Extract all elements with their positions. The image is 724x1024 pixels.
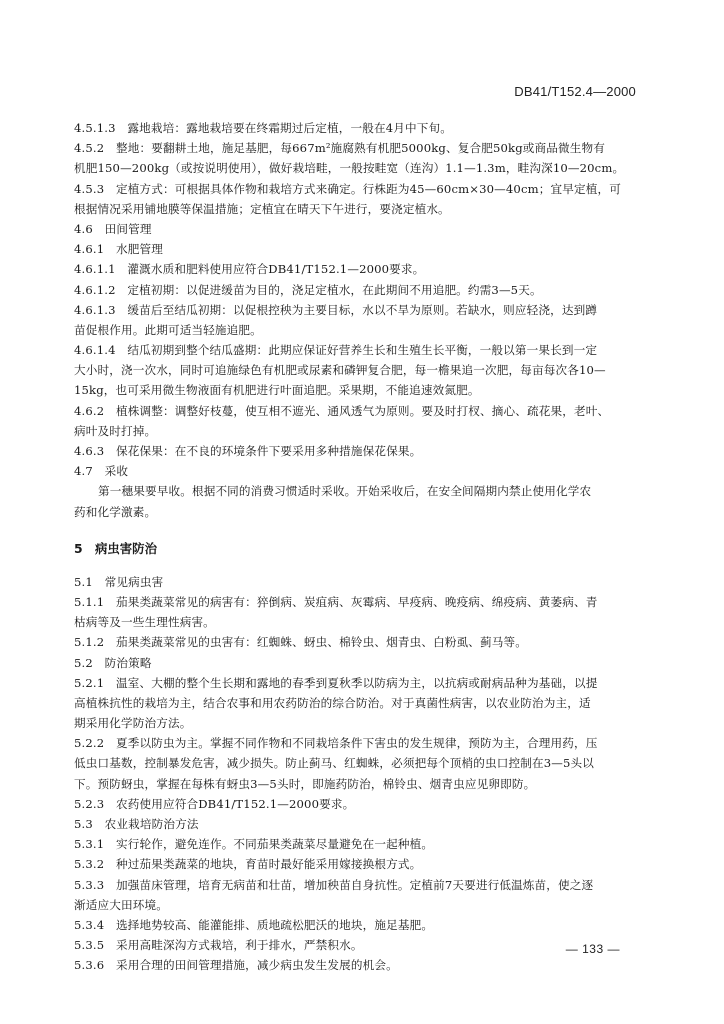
text-line: 4.6.1.1 灌溉水质和肥料使用应符合DB41/T152.1—2000要求。 [74,262,425,277]
text-line: 5.3.4 选择地势较高、能灌能排、质地疏松肥沃的地块，施足基肥。 [74,917,434,932]
text-line: 病叶及时打掉。 [74,423,157,438]
text-line: 下。预防蚜虫，掌握在每株有蚜虫3—5头时，即施药防治，棉铃虫、烟青虫应见卵即防。 [74,776,536,791]
text-line: 5.2.2 夏季以防虫为主。掌握不同作物和不同栽培条件下害虫的发生规律，预防为主，合理用药，压 [74,736,598,751]
standard-code: DB41/T152.4—2000 [514,84,636,99]
text-line: 高植株抗性的栽培为主，结合农事和用农药防治的综合防治。对于真菌性病害，以农业防治为主，适 [74,695,591,710]
text-line: 5.1.1 茄果类蔬菜常见的病害有：猝倒病、炭疽病、灰霉病、早疫病、晚疫病、绵疫病、黄萎病、青 [74,594,598,609]
document-body [74,118,640,976]
text-line: 4.6.1.2 定植初期：以促进缓苗为目的，浇足定植水，在此期间不用追肥。约需3—5天。 [74,282,542,297]
text-line: 期采用化学防治方法。 [74,716,192,731]
section-spacer [74,560,640,572]
section-spacer [74,522,640,538]
text-line: 15kg，也可采用微生物液面有机肥进行叶面追肥。采果期，不能追速效氮肥。 [74,383,480,398]
text-line: 大小时，浇一次水，同时可追施绿色有机肥或尿素和磷钾复合肥，每一檐果追一次肥，每亩每次各10— [74,363,606,378]
subsection-heading: 5.3 农业栽培防治方法 [74,817,199,831]
subsection-heading: 4.6 田间管理 [74,221,152,236]
subsection-heading: 4.6.1 水肥管理 [74,242,163,257]
text-line: 4.6.1.4 结瓜初期到整个结瓜盛期：此期应保证好营养生长和生殖生长平衡，一般以第一果长到一定 [74,343,598,358]
harvest-paragraph-line: 药和化学激素。 [74,504,157,519]
text-line: 苗促根作用。此期可适当轻施追肥。 [74,322,262,337]
subsection-heading: 4.7 采收 [74,464,129,479]
section-title: 5 病虫害防治 [74,540,157,556]
text-line: 枯病等及一些生理性病害。 [74,615,215,630]
text-line: 4.5.2 整地：要翻耕土地，施足基肥，每667m²施腐熟有机肥5000kg、复合肥50kg或商品微生物有 [74,141,605,156]
page-number: — 133 — [565,942,620,956]
text-line: 5.3.6 采用合理的田间管理措施，减少病虫发生发展的机会。 [74,958,398,973]
text-line: 5.2.3 农药使用应符合DB41/T152.1—2000要求。 [74,796,355,811]
text-line: 4.5.3 定植方式：可根据具体作物和栽培方式来确定。行株距为45—60cm×30—40cm；宜早定植，可 [74,181,621,196]
text-line: 低虫口基数，控制暴发危害，减少损失。防止蓟马、红蜘蛛，必须把每个顶梢的虫口控制在3—5头以 [74,756,595,771]
text-line: 4.6.1.3 缓苗后至结瓜初期：以促根控秧为主要目标，水以不旱为原则。若缺水，则应轻浇，达到蹲 [74,302,598,317]
text-line: 4.5.1.3 露地栽培：露地栽培要在终霜期过后定植，一般在4月中下旬。 [74,121,452,135]
text-line: 5.2.1 温室、大棚的整个生长期和露地的春季到夏秋季以防病为主，以抗病或耐病品种为基础，以提 [74,675,598,690]
subsection-heading: 5.2 防治策略 [74,655,152,670]
text-line: 5.3.5 采用高畦深沟方式栽培，利于排水，严禁积水。 [74,938,363,953]
text-line: 机肥150—200kg（或按说明使用），做好栽培畦，一般按畦宽（连沟）1.1—1.3m，畦沟深10—20cm。 [74,161,625,176]
text-line: 根据情况采用铺地膜等保温措施；定植宜在晴天下午进行，要浇定植水。 [74,201,450,216]
text-line: 5.3.1 实行轮作，避免连作。不同茄果类蔬菜尽量避免在一起种植。 [74,837,434,852]
text-line: 5.1.2 茄果类蔬菜常见的虫害有：红蜘蛛、蚜虫、棉铃虫、烟青虫、白粉虱、蓟马等。 [74,635,528,650]
text-line: 4.6.2 植株调整：调整好枝蔓，使互相不遮光、通风透气为原则。要及时打杈、摘心、疏花果，老叶、 [74,403,610,418]
text-line: 5.3.3 加强苗床管理，培育无病苗和壮苗，增加秧苗自身抗性。定植前7天要进行低温炼苗，使之逐 [74,877,594,892]
harvest-paragraph-line: 第一穗果要早收。根据不同的消费习惯适时采收。开始采收后，在安全间隔期内禁止使用化学农 [98,484,592,499]
text-line: 5.3.2 种过茄果类蔬菜的地块，育苗时最好能采用嫁接换根方式。 [74,857,422,872]
text-line: 渐适应大田环境。 [74,897,168,912]
subsection-heading: 5.1 常见病虫害 [74,574,164,589]
text-line: 4.6.3 保花保果：在不良的环境条件下要采用多种措施保花保果。 [74,444,422,458]
